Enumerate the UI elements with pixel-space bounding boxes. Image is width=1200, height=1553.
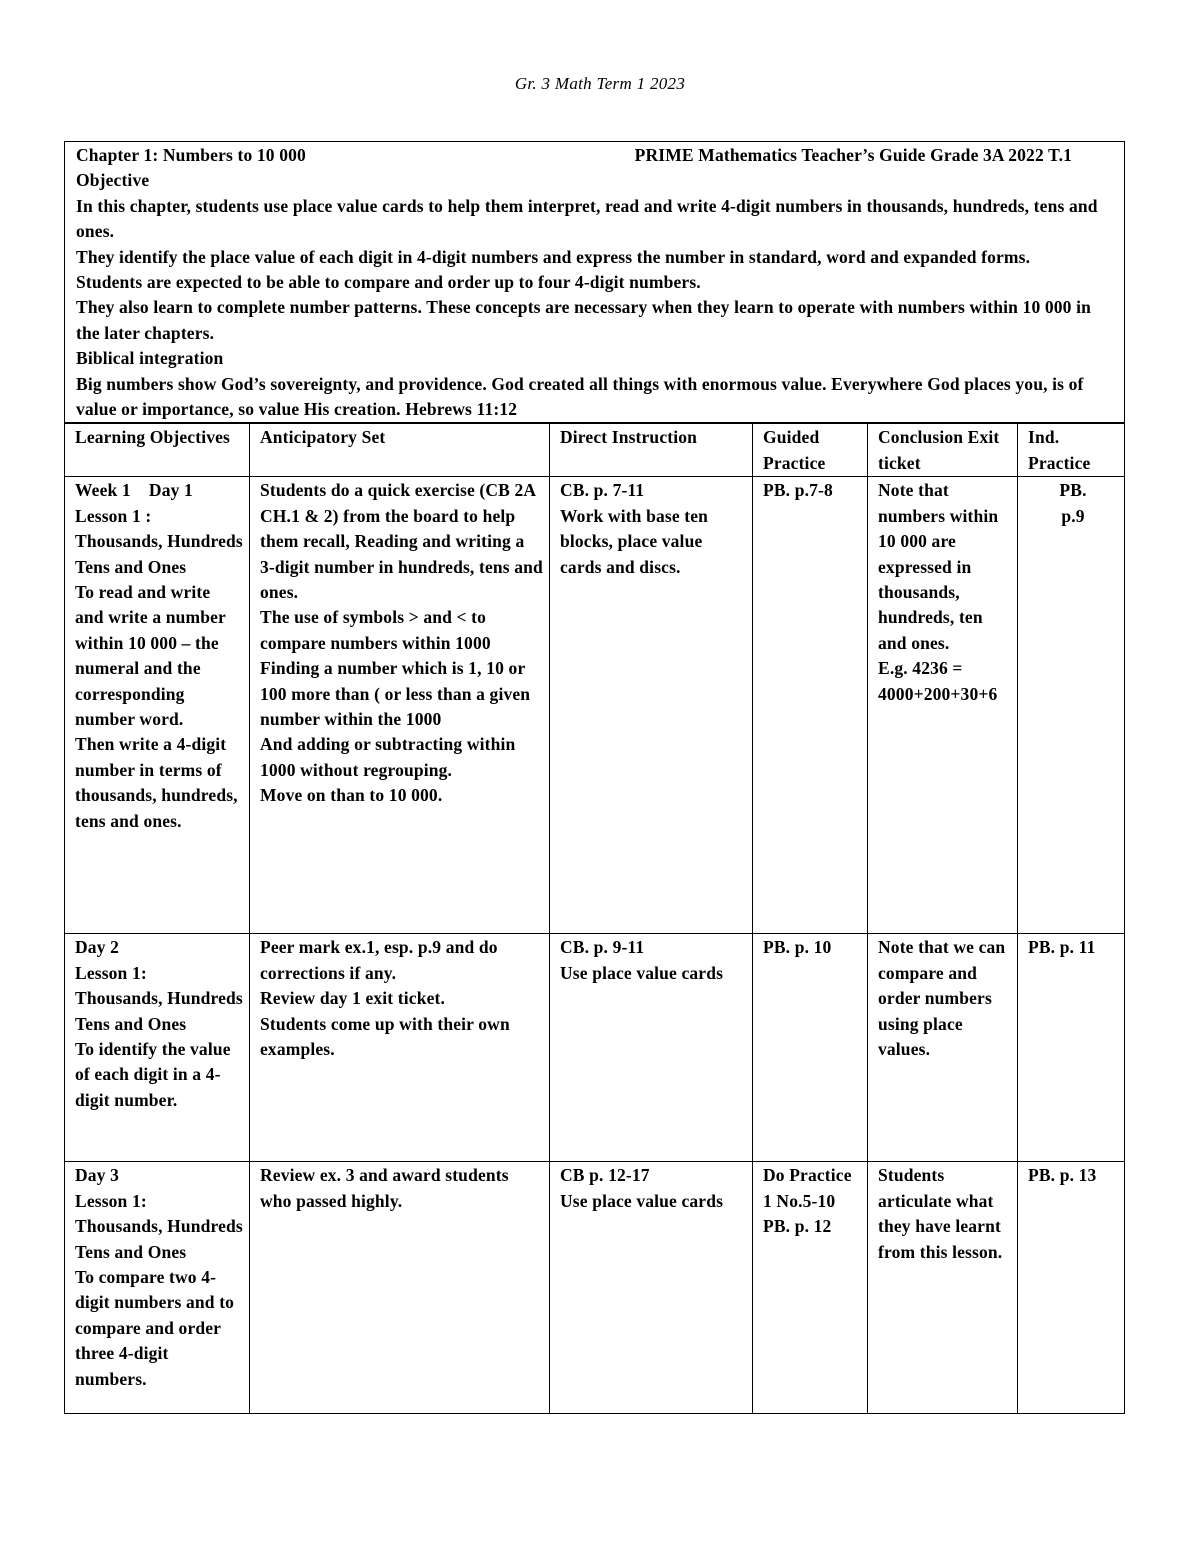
cell-text: Thousands, Hundreds Tens and Ones — [75, 531, 243, 577]
anticipatory-cell — [250, 477, 550, 934]
cell-text: Review day 1 exit ticket. — [260, 988, 446, 1009]
direct-instruction-cell — [550, 934, 753, 1162]
anticipatory-cell — [250, 934, 550, 1162]
cell-text: Day 3 — [75, 1165, 120, 1186]
objectives-cell — [65, 1162, 250, 1414]
guided-practice-cell — [753, 934, 868, 1162]
cell-text: Week 1 Day 1 — [75, 480, 193, 501]
cell-text: Use place value cards — [560, 962, 724, 983]
objectives-cell — [65, 934, 250, 1162]
objective-heading: Objective — [76, 170, 150, 191]
objectives-cell — [65, 477, 250, 934]
cell-text: Note that numbers within 10 000 are expressed in thousands, hundreds, ten and ones. — [878, 480, 999, 653]
objective-paragraph: They identify the place value of each digit in 4-digit numbers and express the number in standard, word and expanded forms. — [76, 246, 1031, 267]
cell-text: Students come up with their own examples. — [260, 1013, 510, 1059]
cell-text: Thousands, Hundreds Tens and Ones — [75, 988, 243, 1034]
title-row — [76, 143, 1116, 168]
page-header: Gr. 3 Math Term 1 2023 — [514, 74, 686, 93]
conclusion-cell — [868, 477, 1018, 934]
table-row — [65, 934, 1125, 1162]
cell-text: Note that we can compare and order numbers using place values. — [878, 937, 1006, 1059]
independent-practice-cell — [1018, 1162, 1125, 1414]
objective-paragraph: Students are expected to be able to compare and order up to four 4-digit numbers. — [76, 272, 701, 293]
cell-text: Then write a 4-digit number in terms of thousands, hundreds, tens and ones. — [75, 734, 238, 831]
objective-paragraph: They also learn to complete number patterns. These concepts are necessary when they learn to operate with numbers within 10 000 in the later chapters. — [76, 297, 1091, 343]
column-header: Guided Practice — [753, 423, 868, 476]
cell-text: And adding or subtracting within 1000 without regrouping. — [260, 734, 516, 780]
cell-text: PB. p. 10 — [763, 937, 832, 958]
cell-text: PB. p. 13 — [1028, 1165, 1097, 1186]
cell-text: Use place value cards — [560, 1190, 724, 1211]
conclusion-cell — [868, 934, 1018, 1162]
cell-text: Students do a quick exercise (CB 2A CH.1 & 2) from the board to help them recall, Reading and writing a 3-digit number in hundreds, tens and ones. — [260, 480, 543, 602]
cell-text: Move on than to 10 000. — [260, 785, 443, 806]
cell-text: Lesson 1 : — [75, 505, 152, 526]
guide-title: PRIME Mathematics Teacher’s Guide Grade 3A 2022 T.1 — [634, 145, 1073, 165]
cell-text: Review ex. 3 and award students who passed highly. — [260, 1165, 509, 1211]
conclusion-cell — [868, 1162, 1018, 1414]
cell-text: CB. p. 7-11 — [560, 480, 645, 501]
column-header: Ind. Practice — [1018, 423, 1125, 476]
objective-paragraph: In this chapter, students use place value cards to help them interpret, read and write 4-digit numbers in thousands, hundreds, tens and ones. — [76, 195, 1098, 242]
cell-text: PB. p. 12 — [763, 1216, 832, 1237]
biblical-text: Big numbers show God’s sovereignty, and providence. God created all things with enormous value. Everywhere God places you, is of value or importance, so value His creation. Hebrews 11:12 — [76, 373, 1084, 420]
intro-row — [65, 142, 1125, 424]
table-row — [65, 1162, 1125, 1414]
independent-practice-cell — [1018, 934, 1125, 1162]
cell-text: Finding a number which is 1, 10 or 100 more than ( or less than a given number within the 1000 — [260, 658, 531, 729]
cell-text: The use of symbols > and < to compare numbers within 1000 — [260, 607, 491, 653]
cell-text: Lesson 1: — [75, 1190, 147, 1211]
cell-text: To read and write and write a number within 10 000 – the numeral and the corresponding number word. — [75, 581, 226, 729]
guided-practice-cell — [753, 1162, 868, 1414]
chapter-title: Chapter 1: Numbers to 10 000 — [76, 145, 306, 165]
column-header: Learning Objectives — [65, 423, 250, 476]
biblical-heading: Biblical integration — [76, 348, 224, 369]
cell-text: Peer mark ex.1, esp. p.9 and do corrections if any. — [260, 937, 498, 983]
cell-text: Thousands, Hundreds Tens and Ones — [75, 1216, 243, 1262]
cell-text: Lesson 1: — [75, 962, 147, 983]
cell-text: Work with base ten blocks, place value cards and discs. — [560, 505, 709, 577]
table-row — [65, 477, 1125, 934]
cell-text: PB. p. 11 — [1028, 937, 1096, 958]
anticipatory-cell — [250, 1162, 550, 1414]
cell-text: p.9 — [1061, 505, 1085, 526]
direct-instruction-cell — [550, 1162, 753, 1414]
column-header-row — [65, 423, 1125, 476]
column-header: Anticipatory Set — [250, 423, 550, 476]
lesson-plan-table — [64, 141, 1125, 1414]
column-header: Direct Instruction — [550, 423, 753, 476]
cell-text: PB. p.7-8 — [763, 480, 833, 501]
independent-practice-cell — [1018, 477, 1125, 934]
chapter-intro-cell — [65, 142, 1125, 424]
cell-text: Do Practice 1 No.5-10 — [763, 1165, 852, 1211]
direct-instruction-cell — [550, 477, 753, 934]
cell-text: To identify the value of each digit in a 4-digit number. — [75, 1038, 231, 1110]
column-header: Conclusion Exit ticket — [868, 423, 1018, 476]
cell-text: PB. — [1059, 480, 1087, 501]
guided-practice-cell — [753, 477, 868, 934]
cell-text: Day 2 — [75, 937, 120, 958]
cell-text: CB. p. 9-11 — [560, 937, 645, 958]
cell-text: To compare two 4-digit numbers and to compare and order three 4-digit numbers. — [75, 1266, 235, 1389]
cell-text: CB p. 12-17 — [560, 1165, 650, 1186]
cell-text: Students articulate what they have learnt from this lesson. — [878, 1165, 1003, 1262]
cell-text: E.g. 4236 = 4000+200+30+6 — [878, 658, 998, 704]
